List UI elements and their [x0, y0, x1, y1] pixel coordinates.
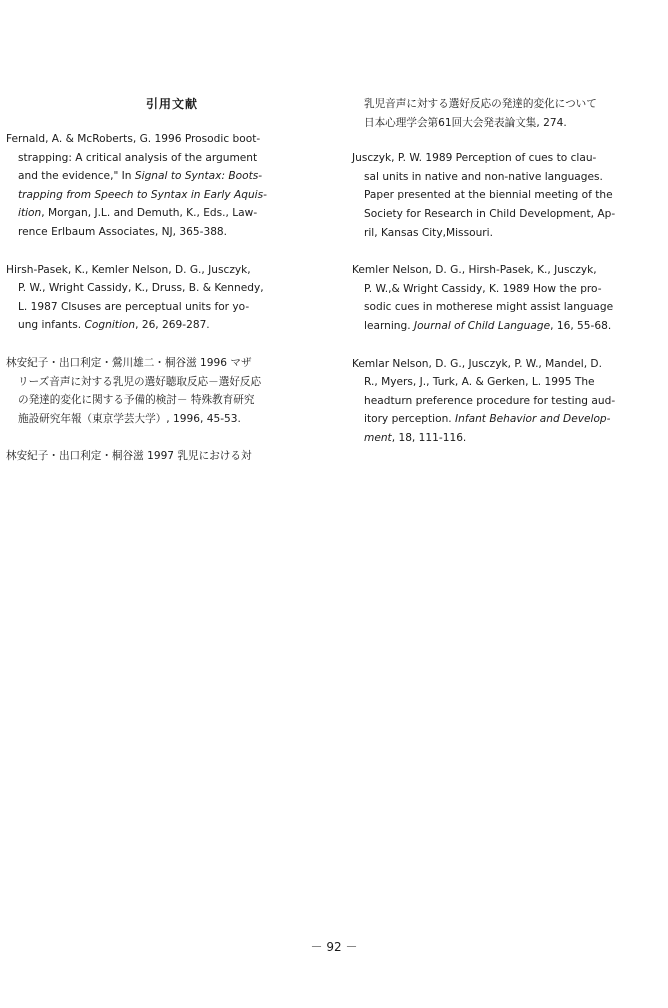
- page-number: － 92 －: [310, 940, 358, 954]
- ref-text: Paper presented at the biennial meeting of the: [364, 189, 613, 202]
- ref-text: P. W.,& Wright Cassidy, K. 1989 How the pro-: [364, 282, 602, 295]
- ref-text: learning.: [364, 319, 414, 332]
- ref-text: 林安紀子・出口利定・鶯川雄二・桐谷滋 1996 マザ: [6, 356, 252, 369]
- ref-text: , Morgan, J.L. and Demuth, K., Eds., Law-: [41, 207, 258, 220]
- ref-journal: Cognition: [84, 319, 136, 332]
- reference-entry: [6, 261, 328, 335]
- ref-text: リーズ音声に対する乳児の選好聴取反応－選好反応: [18, 375, 262, 388]
- ref-title: ition: [18, 207, 42, 220]
- ref-text: Kemler Nelson, D. G., Hirsh-Pasek, K., Jusczyk,: [352, 264, 597, 277]
- ref-text: L. 1987 Clsuses are perceptual units for yo-: [18, 300, 250, 313]
- reference-entry-continued: [352, 95, 668, 132]
- ref-text: strapping: A critical analysis of the argument: [18, 151, 258, 164]
- reference-entry: [352, 355, 668, 448]
- reference-entry: [6, 130, 328, 242]
- ref-text: and the evidence," In: [18, 170, 135, 183]
- ref-text: sodic cues in motherese might assist language: [364, 301, 614, 314]
- reference-entry: [352, 261, 668, 335]
- ref-text: 乳児音声に対する選好反応の発達的変化について: [364, 98, 597, 110]
- ref-text: , 16, 55-68.: [550, 319, 612, 332]
- ref-text: Jusczyk, P. W. 1989 Perception of cues to clau-: [352, 152, 597, 165]
- ref-text: R., Myers, J., Turk, A. & Gerken, L. 1995 The: [364, 376, 595, 389]
- ref-text: Kemlar Nelson, D. G., Jusczyk, P. W., Mandel, D.: [352, 357, 602, 370]
- ref-text: rence Erlbaum Associates, NJ, 365-388.: [18, 225, 228, 238]
- reference-entry: [6, 447, 328, 466]
- reference-entry: [352, 149, 668, 242]
- ref-text: sal units in native and non-native languages.: [364, 170, 603, 183]
- ref-text: 日本心理学会第61回大会発表論文集, 274.: [364, 116, 567, 129]
- ref-text: ril, Kansas City,Missouri.: [364, 226, 493, 239]
- ref-text: Hirsh-Pasek, K., Kemler Nelson, D. G., Jusczyk,: [6, 263, 251, 276]
- left-column: [6, 130, 328, 485]
- ref-journal: ment: [364, 431, 392, 444]
- right-column: [352, 95, 668, 467]
- ref-journal: Journal of Child Language: [413, 319, 551, 332]
- ref-text: ung infants.: [18, 319, 85, 332]
- ref-text: P. W., Wright Cassidy, K., Druss, B. & Kennedy,: [18, 282, 264, 295]
- references-heading: 引用文献: [146, 97, 199, 111]
- ref-text: の発達的変化に関する予備的検討－ 特殊教育研究: [18, 394, 255, 407]
- ref-text: 施設研究年報（東京学芸大学）, 1996, 45-53.: [18, 412, 241, 425]
- ref-text: headturn preference procedure for testing aud-: [364, 394, 616, 407]
- reference-entry: [6, 354, 328, 428]
- ref-text: 林安紀子・出口利定・桐谷滋 1997 乳児における対: [6, 450, 252, 463]
- ref-text: , 18, 111-116.: [391, 431, 467, 444]
- ref-text: Society for Research in Child Development, Ap-: [364, 207, 616, 220]
- ref-title: Signal to Syntax: Boots-: [134, 170, 263, 183]
- ref-text: itory perception.: [364, 413, 456, 426]
- ref-journal: Infant Behavior and Develop-: [455, 413, 611, 426]
- ref-text: , 26, 269-287.: [135, 319, 210, 332]
- ref-text: Fernald, A. & McRoberts, G. 1996 Prosodic boot-: [6, 133, 261, 145]
- ref-title: trapping from Speech to Syntax in Early Aquis-: [18, 188, 267, 201]
